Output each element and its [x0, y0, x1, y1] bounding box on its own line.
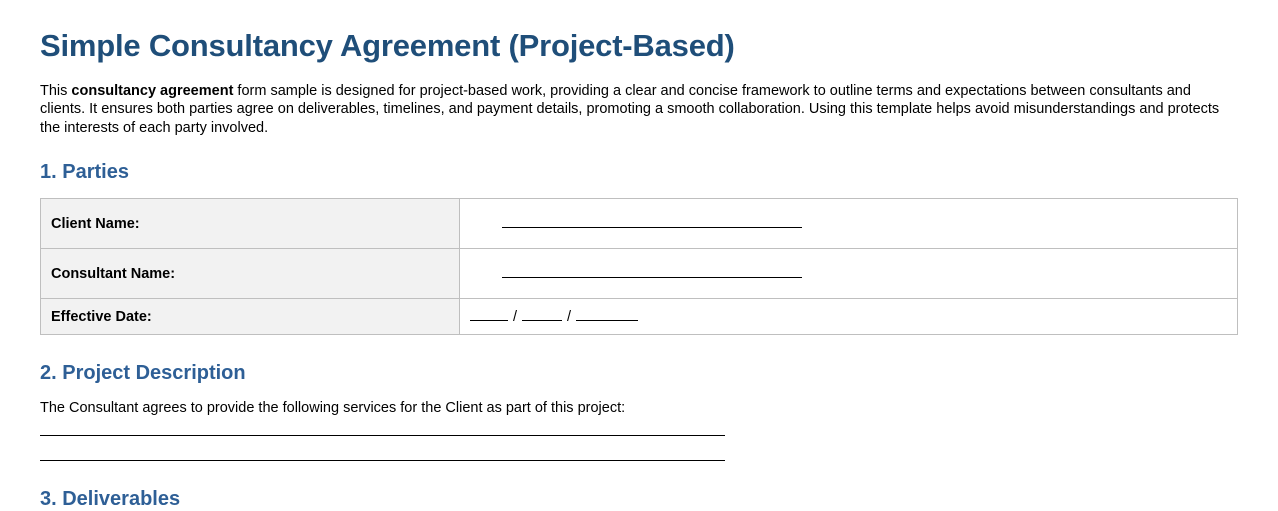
project-description-blank-line-1[interactable]: [40, 435, 725, 436]
consultant-name-field[interactable]: [460, 249, 1238, 299]
effective-date-month-blank: [522, 308, 562, 321]
intro-bold-term: consultancy agreement: [71, 82, 234, 99]
effective-date-day-blank: [470, 308, 508, 321]
table-row: [41, 249, 1238, 299]
intro-text-before: This: [40, 82, 72, 99]
client-name-field[interactable]: [460, 199, 1238, 249]
date-separator-1: /: [513, 309, 518, 326]
client-name-label: Client Name:: [41, 199, 460, 249]
parties-table: [40, 198, 1238, 335]
section-heading-parties: 1. Parties: [40, 161, 129, 184]
project-description-blank-line-2[interactable]: [40, 460, 725, 461]
section-heading-deliverables: 3. Deliverables: [40, 487, 181, 510]
effective-date-field[interactable]: [460, 299, 1238, 335]
date-separator-2: /: [567, 309, 572, 326]
project-description-paragraph: The Consultant agrees to provide the following services for the Client as part of this project:: [40, 400, 626, 417]
section-heading-project-description: 2. Project Description: [40, 362, 246, 385]
table-row: [41, 199, 1238, 249]
effective-date-year-blank: [576, 308, 638, 321]
page-title: Simple Consultancy Agreement (Project-Based): [40, 28, 735, 63]
consultant-name-blank-line: [502, 265, 802, 278]
effective-date-label: Effective Date:: [41, 299, 460, 335]
consultant-name-label: Consultant Name:: [41, 249, 460, 299]
intro-text-after: form sample is designed for project-based work, providing a clear and concise framework to outline terms and expectations between consultants and clients. It ensures both parties agree on deliverables, timelines, and payment details, promoting a smooth collaboration. Using this template helps avoid misunderstandings and protects the interests of each party involved.: [40, 82, 1220, 137]
table-row: [41, 299, 1238, 335]
client-name-blank-line: [502, 215, 802, 228]
intro-paragraph: [40, 82, 1238, 139]
